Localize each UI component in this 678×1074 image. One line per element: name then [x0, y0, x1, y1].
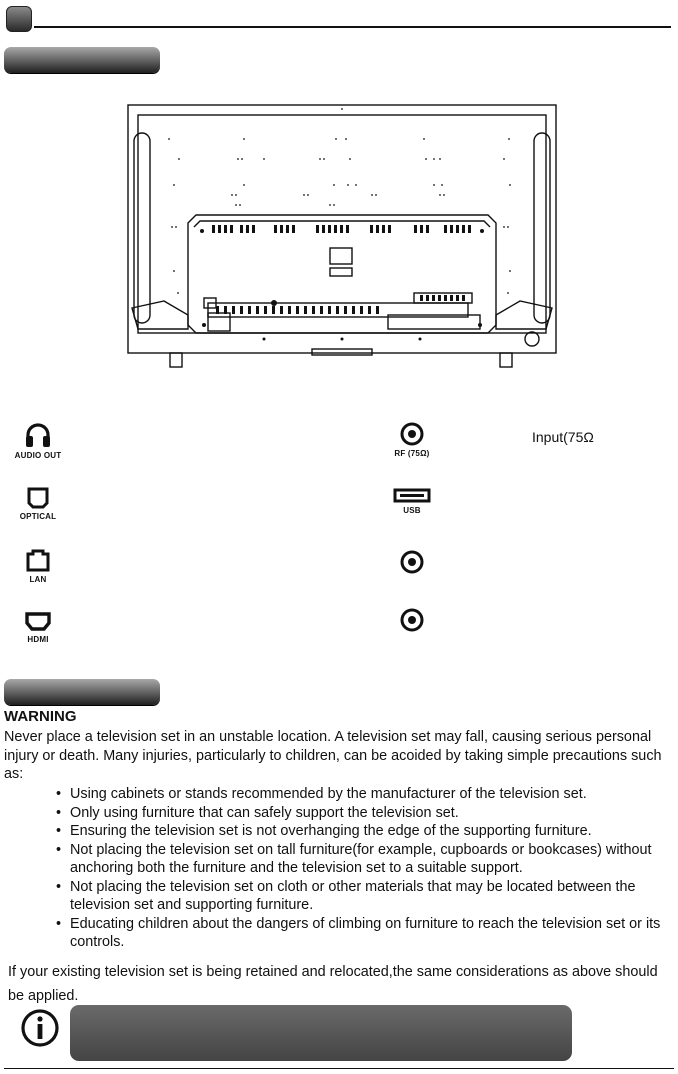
connector-av-1 — [382, 549, 442, 575]
list-item: • Educating children about the dangers of climbing on furniture to reach the television set or its controls. — [56, 915, 668, 952]
section-tab-safety — [4, 679, 160, 705]
connector-lan — [8, 549, 68, 584]
av-jack-icon — [399, 607, 425, 633]
connector-optical — [8, 486, 68, 521]
closing-paragraph: If your existing television set is being retained and relocated,the same considerations as above should be applied. — [8, 964, 658, 1004]
list-item: • Not placing the television set on tall furniture(for example, cupboards or bookcases) without anchoring both the furniture and the television set to a suitable support. — [56, 841, 668, 878]
connector-av-2 — [382, 607, 442, 633]
usb-port-icon — [393, 488, 431, 504]
lan-port-icon — [25, 549, 51, 573]
connector-usb — [382, 488, 442, 515]
connector-audio-out — [8, 421, 68, 460]
connector-rf — [382, 421, 442, 458]
list-item: • Only using furniture that can safely support the television set. — [56, 804, 668, 823]
list-item: • Ensuring the television set is not overhanging the edge of the supporting furniture. — [56, 822, 668, 841]
connector-label: HDMI — [27, 635, 49, 644]
connector-hdmi — [8, 611, 68, 644]
connector-label: USB — [403, 506, 421, 515]
connector-label: OPTICAL — [19, 512, 57, 521]
optical-port-icon — [25, 486, 51, 510]
precaution-list — [56, 785, 668, 952]
coaxial-port-icon — [399, 421, 425, 447]
connector-label: RF (75Ω) — [394, 449, 430, 458]
hdmi-port-icon — [24, 611, 52, 633]
connector-label: LAN — [29, 575, 47, 584]
footer-rule — [4, 1068, 674, 1069]
tv-rear-diagram — [124, 103, 560, 371]
note-box — [70, 1005, 572, 1061]
warning-heading: WARNING — [4, 708, 77, 725]
section-tab-connections — [4, 47, 160, 73]
list-item: • Using cabinets or stands recommended by the manufacturer of the television set. — [56, 785, 668, 804]
connector-label: AUDIO OUT — [14, 451, 62, 460]
av-jack-icon — [399, 549, 425, 575]
warning-intro: Never place a television set in an unstable location. A television set may fall, causing serious personal injury or death. Many injuries, particularly to children, can be acoided by taking simple precautions such as: — [4, 729, 662, 782]
info-icon — [20, 1008, 60, 1048]
chapter-badge — [6, 6, 32, 32]
tv-rear-panel — [124, 103, 560, 371]
list-item: • Not placing the television set on cloth or other materials that may be located between the television set and supporting furniture. — [56, 878, 668, 915]
headphones-icon — [23, 421, 53, 449]
rf-description: Input(75Ω — [532, 429, 594, 445]
header-rule — [34, 26, 671, 28]
